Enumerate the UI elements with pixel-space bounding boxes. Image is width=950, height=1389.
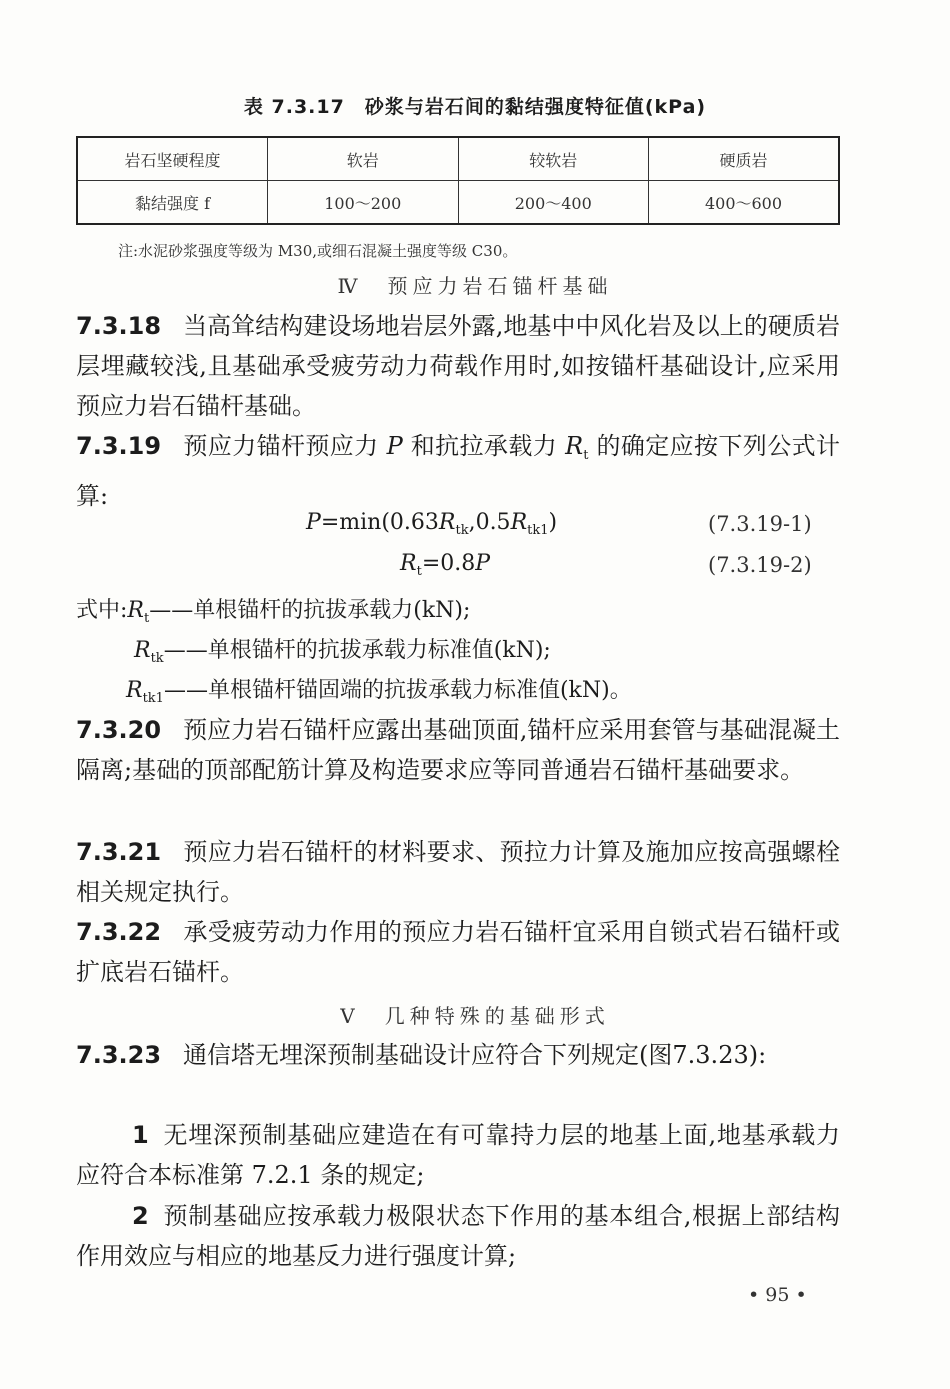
clause-text: 预应力锚杆预应力 xyxy=(183,432,387,460)
formula-7-3-19-1 xyxy=(306,510,557,538)
clause-number: 7.3.19 xyxy=(76,432,162,460)
clause-number: 7.3.20 xyxy=(76,716,162,744)
table-header-cell: 较软岩 xyxy=(458,137,649,181)
clause-text: 预应力岩石锚杆的材料要求、预拉力计算及施加应按高强螺栓相关规定执行。 xyxy=(76,838,840,906)
formula-symbol: P xyxy=(475,551,491,576)
item-1 xyxy=(76,1115,840,1195)
definition-text: ——单根锚杆的抗拔承载力标准值(kN); xyxy=(163,638,551,663)
definition-symbol: R xyxy=(134,638,151,663)
subscript: t xyxy=(416,564,422,579)
page-number: • 95 • xyxy=(748,1284,807,1306)
clause-number: 7.3.23 xyxy=(76,1041,162,1069)
formula-symbol: P xyxy=(306,510,321,535)
clause-text: 和抗拉承载力 xyxy=(402,432,566,460)
formula-text: ) xyxy=(548,510,558,535)
definition-1 xyxy=(76,593,470,626)
table-header-cell: 岩石坚硬程度 xyxy=(77,137,268,181)
clause-7-3-21 xyxy=(76,832,840,912)
table-row xyxy=(77,181,839,225)
clause-text: 通信塔无埋深预制基础设计应符合下列规定(图7.3.23): xyxy=(183,1041,767,1069)
symbol-p: P xyxy=(386,432,403,460)
definition-3 xyxy=(126,673,632,706)
formula-text: =min(0.63 xyxy=(320,510,439,535)
formula-symbol: R xyxy=(438,510,456,535)
equation-number: (7.3.19-2) xyxy=(708,553,812,577)
definition-2 xyxy=(134,633,551,666)
clause-number: 7.3.22 xyxy=(76,918,162,946)
clause-7-3-18 xyxy=(76,306,840,426)
item-text: 无埋深预制基础应建造在有可靠持力层的地基上面,地基承载力应符合本标准第 7.2.1 条的规定; xyxy=(76,1121,840,1189)
clause-text: 承受疲劳动力作用的预应力岩石锚杆宜采用自锁式岩石锚杆或扩底岩石锚杆。 xyxy=(76,918,840,986)
clause-7-3-22 xyxy=(76,912,840,992)
subscript: tk xyxy=(455,523,469,538)
clause-7-3-19 xyxy=(76,426,840,516)
subscript: tk xyxy=(150,651,164,666)
formula-symbol: R xyxy=(400,551,417,576)
table-cell: 100～200 xyxy=(268,181,459,225)
section-heading-4: Ⅳ 预应力岩石锚杆基础 xyxy=(337,274,613,298)
clause-7-3-20 xyxy=(76,710,840,790)
clause-number: 7.3.18 xyxy=(76,312,162,340)
definition-symbol: R xyxy=(126,678,143,703)
definition-symbol: R xyxy=(127,598,144,623)
formula-symbol: R xyxy=(510,510,528,535)
definition-text: ——单根锚杆锚固端的抗拔承载力标准值(kN)。 xyxy=(163,678,632,703)
item-number: 1 xyxy=(132,1121,149,1149)
equation-number: (7.3.19-1) xyxy=(708,512,812,536)
clause-text: 的确定应按下列公式计算: xyxy=(76,432,840,510)
subscript: tk1 xyxy=(527,523,549,538)
clause-text: 当高耸结构建设场地岩层外露,地基中中风化岩及以上的硬质岩层埋藏较浅,且基础承受疲劳动力荷载作用时,如按锚杆基础设计,应采用预应力岩石锚杆基础。 xyxy=(76,312,840,420)
table-note: 注:水泥砂浆强度等级为 M30,或细石混凝土强度等级 C30。 xyxy=(118,242,518,260)
section-heading-5: Ⅴ 几种特殊的基础形式 xyxy=(340,1004,610,1028)
subscript: t xyxy=(583,448,589,463)
bond-strength-table xyxy=(76,136,840,225)
table-title: 表 7.3.17 砂浆与岩石间的黏结强度特征值(kPa) xyxy=(243,96,707,118)
table-cell: 200～400 xyxy=(458,181,649,225)
symbol-r: R xyxy=(565,432,584,460)
item-text: 预制基础应按承载力极限状态下作用的基本组合,根据上部结构作用效应与相应的地基反力进行强度计算; xyxy=(76,1202,840,1270)
table-cell: 400～600 xyxy=(649,181,840,225)
formula-text: ,0.5 xyxy=(468,510,511,535)
clause-7-3-23 xyxy=(76,1035,840,1075)
subscript: tk1 xyxy=(142,691,164,706)
formula-text: =0.8 xyxy=(421,551,476,576)
table-header-row xyxy=(77,137,839,181)
item-2 xyxy=(76,1196,840,1276)
table-header-cell: 软岩 xyxy=(268,137,459,181)
table-cell: 黏结强度 f xyxy=(77,181,268,225)
definition-prefix: 式中: xyxy=(76,598,128,623)
table-header-cell: 硬质岩 xyxy=(649,137,840,181)
clause-text: 预应力岩石锚杆应露出基础顶面,锚杆应采用套管与基础混凝土隔离;基础的顶部配筋计算及构造要求应等同普通岩石锚杆基础要求。 xyxy=(76,716,840,784)
item-number: 2 xyxy=(132,1202,149,1230)
definition-text: ——单根锚杆的抗拔承载力(kN); xyxy=(149,598,471,623)
clause-number: 7.3.21 xyxy=(76,838,162,866)
subscript: t xyxy=(144,611,150,626)
formula-7-3-19-2 xyxy=(400,551,490,579)
